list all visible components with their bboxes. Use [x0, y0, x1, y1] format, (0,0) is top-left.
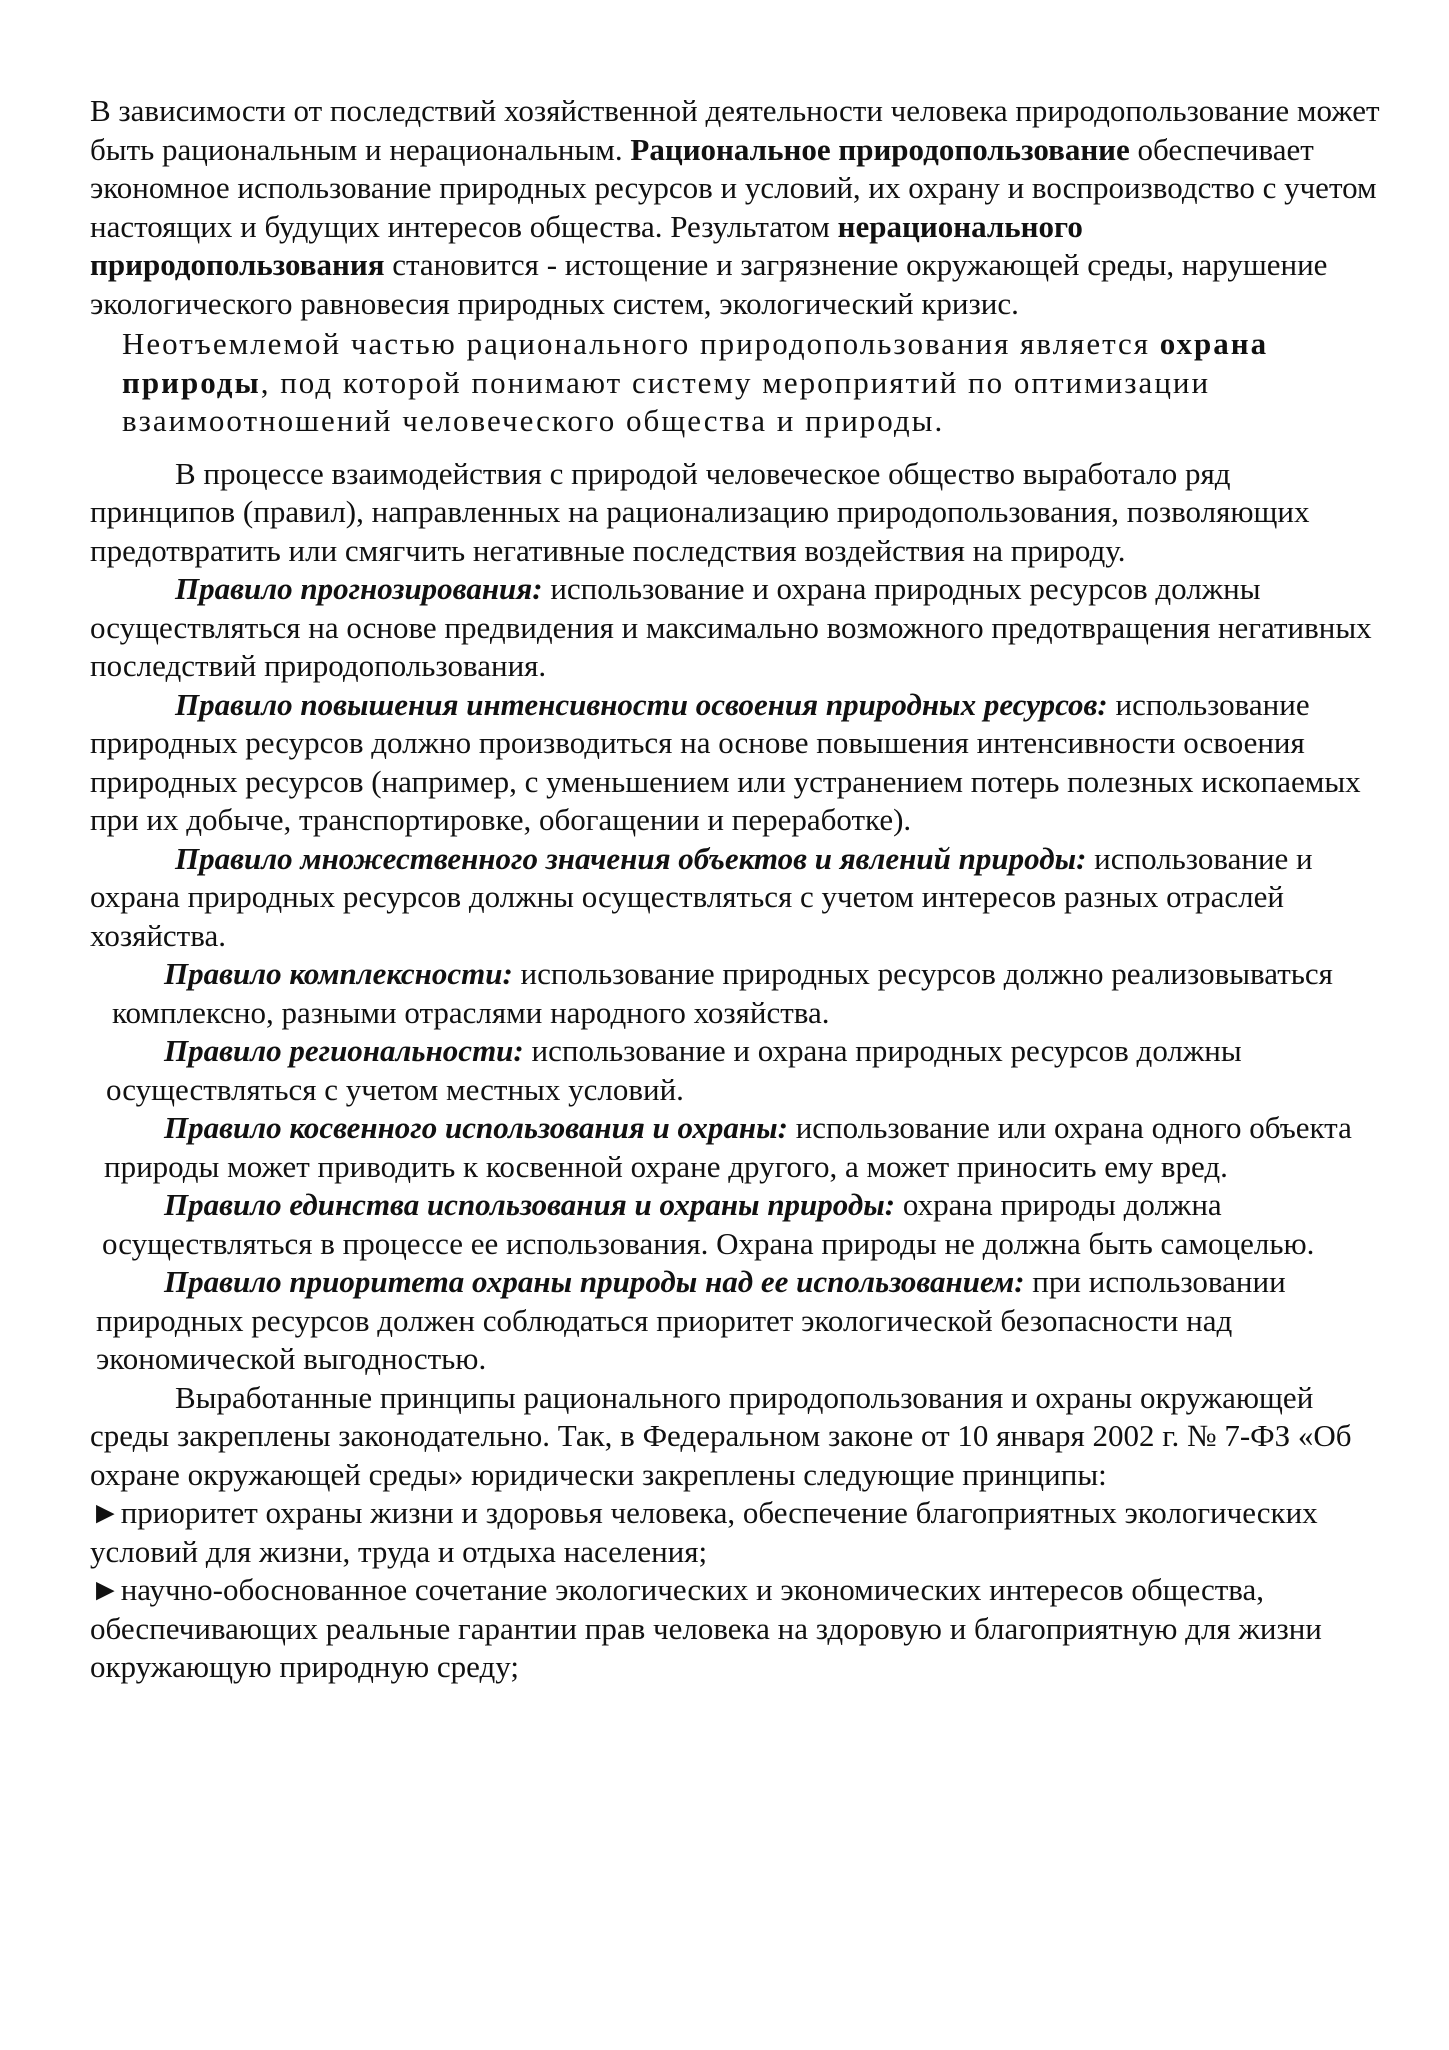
bullet-text: научно-обоснованное сочетание экологических и экономических интересов общества, обеспечивающих реальные гарантии прав человека на здоровую и благоприятную для жизни окружающую природную среду;: [90, 1572, 1322, 1684]
nature-protection-paragraph: [122, 325, 1380, 441]
rule-paragraph: [104, 1109, 1380, 1186]
bullet-item: [90, 1494, 1380, 1571]
rule-text: использование и охрана природных ресурсов должны осуществляться на основе предвидения и максимально возможного предотвращения негативных последствий природопользования.: [90, 571, 1372, 683]
rule-text: при использовании природных ресурсов должен соблюдаться приоритет экологической безопасности над экономической выгодностью.: [96, 1264, 1286, 1376]
term-rational: Рациональное природопользование: [630, 131, 1130, 167]
rule-title: Правило косвенного использования и охраны:: [164, 1110, 788, 1145]
term-irrational: нерационального природопользования: [90, 208, 1083, 282]
rule-text: использование природных ресурсов должно производиться на основе повышения интенсивности освоения природных ресурсов (например, с уменьшением или устранением потерь полезных ископаемых при их добыче, транспортировке, обогащении и переработке).: [90, 686, 1361, 837]
text-span: Неотъемлемой частью рационального природопользования является: [122, 326, 1160, 361]
rule-text: охрана природы должна осуществляться в процессе ее использования. Охрана природы не должна быть самоцелью.: [102, 1187, 1315, 1261]
rule-title: Правило прогнозирования:: [175, 571, 543, 606]
rule-paragraph: [90, 686, 1380, 840]
rule-paragraph: [102, 1186, 1380, 1263]
rule-title: Правило единства использования и охраны природы:: [164, 1187, 896, 1222]
rule-paragraph: [96, 1263, 1380, 1379]
bullet-arrow-icon: ►: [90, 1572, 121, 1607]
text-span: В зависимости от последствий хозяйственной деятельности человека природопользование может быть рациональным и нерациональным.: [90, 93, 1380, 167]
rule-title: Правило региональности:: [164, 1033, 524, 1068]
rule-title: Правило множественного значения объектов и явлений природы:: [175, 840, 1087, 876]
bullet-text: приоритет охраны жизни и здоровья человека, обеспечение благоприятных экологических условий для жизни, труда и отдыха населения;: [90, 1495, 1318, 1569]
rule-paragraph: [90, 570, 1380, 686]
rule-paragraph: [112, 955, 1380, 1032]
bullet-arrow-icon: ►: [90, 1495, 121, 1530]
rule-text: использование и охрана природных ресурсов должны осуществляться с учетом интересов разных отраслей хозяйства.: [90, 840, 1313, 953]
rule-text: использование и охрана природных ресурсов должны осуществляться с учетом местных условий.: [106, 1033, 1242, 1107]
rule-title: Правило повышения интенсивности освоения природных ресурсов:: [175, 686, 1108, 722]
document-page: [90, 92, 1380, 1687]
text-span: обеспечивает экономное использование природных ресурсов и условий, их охрану и воспроизводство с учетом настоящих и будущих интересов общества. Результатом: [90, 131, 1377, 244]
text-span: , под которой понимают систему мероприятий по оптимизации взаимоотношений человеческого общества и природы.: [122, 364, 1211, 438]
rule-title: Правило приоритета охраны природы над ее использованием:: [164, 1264, 1025, 1299]
rule-text: использование или охрана одного объекта природы может приводить к косвенной охране другого, а может приносить ему вред.: [104, 1110, 1352, 1184]
term-nature-protection: охрана природы: [122, 326, 1269, 400]
bullet-item: [90, 1571, 1380, 1687]
rule-paragraph: [90, 840, 1380, 956]
principles-intro-paragraph: В процессе взаимодействия с природой человеческое общество выработало ряд принципов (правил), направленных на рационализацию природопользования, позволяющих предотвратить или смягчить негативные последствия воздействия на природу.: [90, 455, 1310, 568]
intro-paragraph: [90, 92, 1380, 323]
rule-paragraph: [106, 1032, 1380, 1109]
rule-title: Правило комплексности:: [164, 956, 513, 991]
text-span: становится - истощение и загрязнение окружающей среды, нарушение экологического равновесия природных систем, экологический кризис.: [90, 247, 1328, 321]
law-paragraph: Выработанные принципы рационального природопользования и охраны окружающей среды закреплены законодательно. Так, в Федеральном законе от 10 января 2002 г. № 7-ФЗ «Об охране окружающей среды» юридически закреплены следующие принципы:: [90, 1379, 1352, 1492]
rule-text: использование природных ресурсов должно реализовываться комплексно, разными отраслями народного хозяйства.: [112, 956, 1333, 1030]
